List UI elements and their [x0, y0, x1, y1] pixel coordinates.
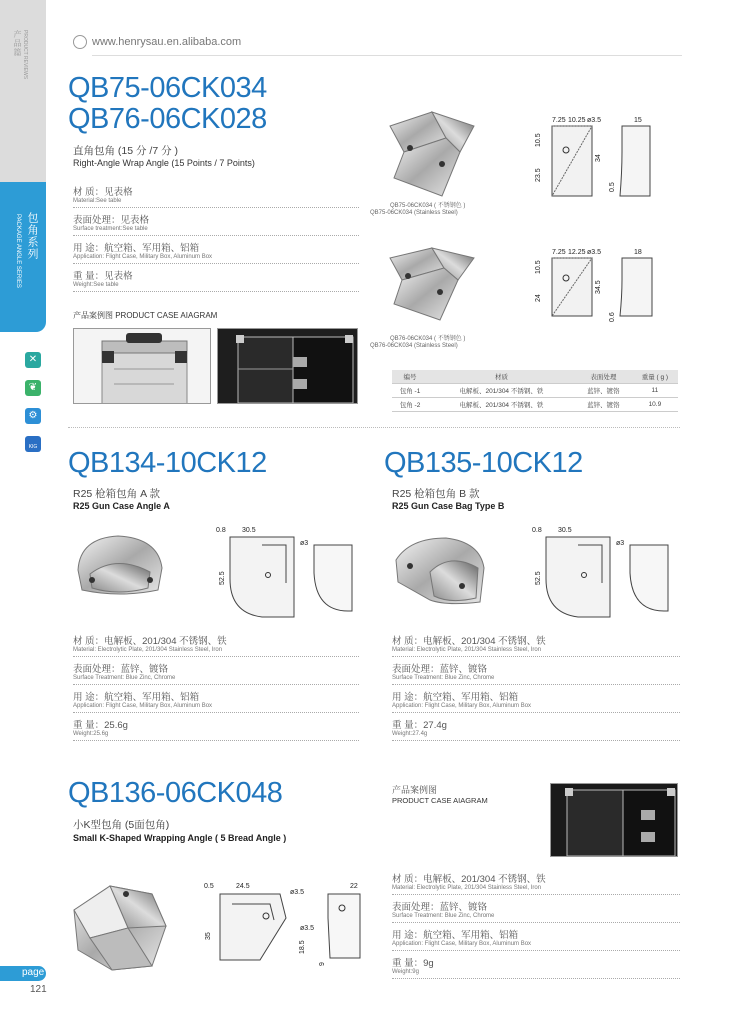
dim-label: 10.5 — [535, 260, 542, 274]
product-image-qb75 — [384, 108, 480, 200]
table-cell: 10.9 — [632, 398, 678, 412]
divider — [392, 684, 680, 685]
sec2-usage-en: Application: Flight Case, Military Box, Aluminum Box — [73, 703, 213, 709]
table-cell: 蓝锌、镀铬 — [575, 384, 632, 398]
dim-label: 9 — [319, 962, 326, 966]
table-cell: 电解板、201/304 不锈钢、铁 — [428, 384, 575, 398]
leaf-icon: ❦ — [25, 380, 41, 396]
dim-label: 12.25 — [568, 249, 586, 256]
divider — [392, 712, 680, 713]
case-photo-3 — [550, 783, 678, 857]
divider — [392, 922, 680, 923]
sec1-surface-cn: 表面处理：见表格 — [73, 215, 150, 226]
dim-label: 10.5 — [535, 133, 542, 147]
table-header: 材质 — [428, 370, 575, 384]
sec1-subtitle-cn: 直角包角 (15 分 /7 分 ) — [73, 145, 179, 157]
caption-qb75-en: QB75-06CK034 (Stainless Steel) — [370, 210, 458, 216]
divider — [392, 950, 680, 951]
product-image-qb76 — [384, 244, 480, 324]
globe-icon — [73, 35, 87, 49]
sidebar-mid-en: PACKAGE ANGLE SERIES — [15, 214, 21, 288]
sec1-material-cn: 材 质：见表格 — [73, 187, 133, 198]
tools-icon: ✕ — [25, 352, 41, 368]
drawing-qb76 — [530, 244, 680, 328]
sec1-subtitle-en: Right-Angle Wrap Angle (15 Points / 7 Points) — [73, 158, 255, 168]
table-cell: 包角 -1 — [392, 384, 428, 398]
dim-label: 15 — [634, 117, 642, 124]
caption-qb76-cn: QB76-06CK034 ( 不锈钢色 ) — [390, 336, 466, 342]
dim-label: 34 — [595, 154, 602, 162]
page-label: page — [22, 967, 45, 978]
sec4-usage-cn: 用 途：航空箱、军用箱、铝箱 — [392, 930, 519, 941]
table-header: 编号 — [392, 370, 428, 384]
dim-label: 52.5 — [219, 571, 226, 585]
divider — [73, 291, 359, 292]
divider — [392, 978, 680, 979]
divider — [73, 263, 359, 264]
sec4-subtitle-cn: 小K型包角 (5面包角) — [73, 819, 170, 831]
dim-label: 34.5 — [595, 280, 602, 294]
sec2-weight-cn: 重 量：25.6g — [73, 720, 128, 731]
drawing-qb75 — [530, 112, 680, 202]
sec2-surface-en: Surface Treatment: Blue Zinc, Chrome — [73, 675, 176, 681]
drawing-qb135 — [528, 523, 678, 623]
caption-qb76-en: QB76-06CK034 (Stainless Steel) — [370, 343, 458, 349]
table-row — [392, 384, 678, 398]
spec-table — [392, 370, 678, 412]
sec2-title: QB134-10CK12 — [68, 447, 267, 479]
dim-label: ø3 — [300, 540, 309, 547]
sec3-subtitle-cn: R25 枪箱包角 B 款 — [392, 488, 480, 500]
table-cell: 蓝锌、镀铬 — [575, 398, 632, 412]
sidebar-top — [0, 0, 46, 182]
sidebar-category — [0, 182, 46, 332]
sec1-weight-en: Weight:See table — [73, 282, 119, 288]
header-url[interactable]: www.henrysau.en.alibaba.com — [92, 36, 242, 48]
sec3-weight-en: Weight:27.4g — [392, 731, 428, 737]
divider — [73, 656, 359, 657]
sec4-weight-cn: 重 量：9g — [392, 958, 434, 969]
sec3-title: QB135-10CK12 — [384, 447, 583, 479]
section-divider — [68, 427, 680, 428]
sec2-material-cn: 材 质：电解板、201/304 不锈钢、铁 — [73, 636, 227, 647]
table-cell: 11 — [632, 384, 678, 398]
gear-icon: ⚙ — [25, 408, 41, 424]
sec3-usage-cn: 用 途：航空箱、军用箱、铝箱 — [392, 692, 519, 703]
case-photo-1 — [73, 328, 211, 404]
sec2-subtitle-cn: R25 枪箱包角 A 款 — [73, 488, 160, 500]
sec1-material-en: Material:See table — [73, 198, 122, 204]
dim-label: 0.8 — [216, 527, 226, 534]
divider — [73, 712, 359, 713]
dim-label: 35 — [205, 932, 212, 940]
sec1-surface-en: Surface treatment:See table — [73, 226, 148, 232]
sec2-subtitle-en: R25 Gun Case Angle A — [73, 501, 170, 511]
dim-label: ø3.5 — [300, 925, 315, 932]
sec2-surface-cn: 表面处理：蓝锌、镀铬 — [73, 664, 169, 675]
dim-label: 18 — [634, 249, 642, 256]
dim-label: 24 — [535, 294, 542, 302]
sec1-usage-en: Application: Flight Case, Military Box, Aluminum Box — [73, 254, 213, 260]
dim-label: 0.5 — [204, 883, 214, 890]
dim-label: 22 — [350, 883, 358, 890]
dim-label: 7.25 — [552, 249, 566, 256]
table-cell: 包角 -2 — [392, 398, 428, 412]
divider — [392, 740, 680, 741]
table-cell: 电解板、201/304 不锈钢、铁 — [428, 398, 575, 412]
dim-label: 10.25 — [568, 117, 586, 124]
dim-label: 30.5 — [242, 527, 256, 534]
divider — [73, 684, 359, 685]
sec1-weight-cn: 重 量：见表格 — [73, 271, 133, 282]
dim-label: 52.5 — [535, 571, 542, 585]
dim-label: 24.5 — [236, 883, 250, 890]
sec4-surface-en: Surface Treatment: Blue Zinc, Chrome — [392, 913, 495, 919]
sec3-surface-cn: 表面处理：蓝锌、镀铬 — [392, 664, 488, 675]
divider — [73, 740, 359, 741]
product-image-qb135 — [390, 532, 490, 608]
divider — [392, 656, 680, 657]
sec4-title: QB136-06CK048 — [68, 777, 283, 809]
sec1-title-1: QB75-06CK034 — [68, 72, 267, 104]
dim-label: 0.5 — [609, 182, 616, 192]
caption-qb75-cn: QB75-06CK034 ( 不锈钢色 ) — [390, 203, 466, 209]
table-header: 表面处理 — [575, 370, 632, 384]
sidebar-top-en: PRODUCT REVIEWS — [22, 30, 28, 80]
dim-label: 30.5 — [558, 527, 572, 534]
sec3-weight-cn: 重 量：27.4g — [392, 720, 447, 731]
divider — [392, 894, 680, 895]
sec4-weight-en: Weight:9g — [392, 969, 419, 975]
sec4-material-cn: 材 质：电解板、201/304 不锈钢、铁 — [392, 874, 546, 885]
page-number: 121 — [30, 984, 47, 995]
dim-label: ø3.5 — [290, 889, 305, 896]
sec3-usage-en: Application: Flight Case, Military Box, Aluminum Box — [392, 703, 532, 709]
sec3-material-cn: 材 质：电解板、201/304 不锈钢、铁 — [392, 636, 546, 647]
divider — [73, 235, 359, 236]
sec2-material-en: Material: Electrolytic Plate, 201/304 Stainless Steel, Iron — [73, 647, 223, 653]
sec3-material-en: Material: Electrolytic Plate, 201/304 Stainless Steel, Iron — [392, 647, 542, 653]
sec3-surface-en: Surface Treatment: Blue Zinc, Chrome — [392, 675, 495, 681]
sec1-title-2: QB76-06CK028 — [68, 103, 267, 135]
table-header: 重量 ( g ) — [632, 370, 678, 384]
dim-label: ø3.5 — [587, 117, 602, 124]
sec4-case-en: PRODUCT CASE AIAGRAM — [392, 796, 488, 805]
case-photo-2 — [217, 328, 358, 404]
product-image-qb136 — [70, 880, 170, 972]
sidebar-top-cn: 产品篇 — [13, 30, 22, 57]
badge-icon: KIG — [25, 436, 41, 452]
drawing-qb134 — [212, 523, 362, 623]
sec3-subtitle-en: R25 Gun Case Bag Type B — [392, 501, 505, 511]
sec1-usage-cn: 用 途：航空箱、军用箱、铝箱 — [73, 243, 200, 254]
dim-label: 0.6 — [609, 312, 616, 322]
table-header-row — [392, 370, 678, 384]
sec1-case-label: 产品案例图 PRODUCT CASE AIAGRAM — [73, 311, 218, 320]
page-tab — [0, 966, 46, 981]
dim-label: 0.8 — [532, 527, 542, 534]
sec2-weight-en: Weight:25.6g — [73, 731, 109, 737]
dim-label: 7.25 — [552, 117, 566, 124]
dim-label: ø3.5 — [587, 249, 602, 256]
divider — [73, 207, 359, 208]
dim-label: 23.5 — [535, 168, 542, 182]
drawing-qb136 — [200, 878, 370, 974]
sec4-case-cn: 产品案例图 — [392, 785, 438, 795]
sec4-surface-cn: 表面处理：蓝锌、镀铬 — [392, 902, 488, 913]
header-divider — [92, 55, 682, 56]
dim-label: 18.5 — [299, 940, 306, 954]
table-row — [392, 398, 678, 412]
sec4-usage-en: Application: Flight Case, Military Box, Aluminum Box — [392, 941, 532, 947]
dim-label: ø3 — [616, 540, 625, 547]
sec2-usage-cn: 用 途：航空箱、军用箱、铝箱 — [73, 692, 200, 703]
sidebar-mid-cn: 包角系列 — [26, 212, 38, 260]
product-image-qb134 — [70, 530, 170, 600]
sec4-subtitle-en: Small K-Shaped Wrapping Angle ( 5 Bread Angle ) — [73, 833, 287, 843]
sec4-material-en: Material: Electrolytic Plate, 201/304 Stainless Steel, Iron — [392, 885, 542, 891]
